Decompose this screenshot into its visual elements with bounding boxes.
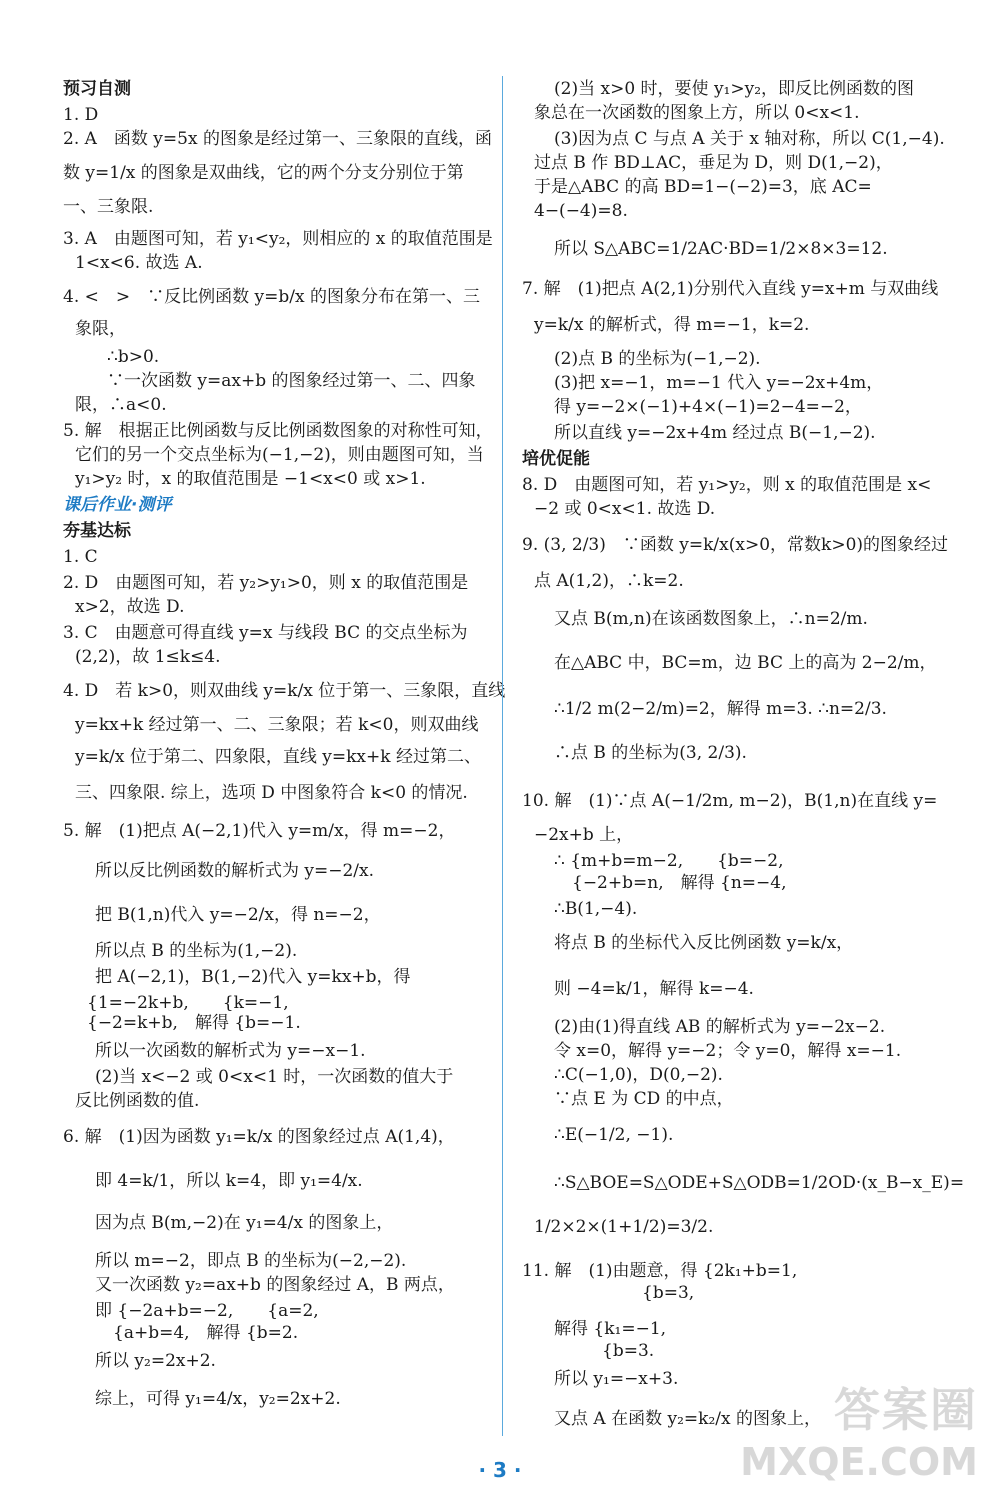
text-line: 即 4=k/1，所以 k=4，即 y₁=4/x. (95, 1171, 363, 1191)
watermark (740, 1374, 978, 1484)
text-line: −2 或 0<x<1. 故选 D. (534, 499, 716, 519)
text-line: 三、四象限. 综上，选项 D 中图象符合 k<0 的情况. (75, 783, 468, 803)
text-line: 8. D 由题图可知，若 y₁>y₂，则 x 的取值范围是 x< (522, 475, 932, 495)
text-line: (2)当 x>0 时，要使 y₁>y₂，即反比例函数的图 (554, 79, 915, 99)
text-line: y=k/x 的解析式，得 m=−1，k=2. (534, 315, 810, 335)
text-line: 3. A 由题图可知，若 y₁<y₂，则相应的 x 的取值范围是 (63, 229, 493, 249)
text-line: y=kx+k 经过第一、二、三象限；若 k<0，则双曲线 (75, 715, 479, 735)
text-line: {−2+b=n, 解得 {n=−4, (572, 873, 787, 893)
text-line: 1/2×2×(1+1/2)=3/2. (534, 1217, 714, 1237)
text-line: 5. 解 根据正比例函数与反比例函数图象的对称性可知， (63, 421, 493, 441)
text-line: ∴ {m+b=m−2, {b=−2, (554, 851, 784, 871)
text-line: 过点 B 作 BD⊥AC，垂足为 D，则 D(1,−2)， (534, 153, 893, 173)
text-line: 4−(−4)=8. (534, 201, 628, 221)
text-line: 象限， (75, 319, 126, 339)
text-line: 4. D 若 k>0，则双曲线 y=k/x 位于第一、三象限，直线 (63, 681, 506, 701)
text-line: 所以 y₁=−x+3. (554, 1369, 679, 1389)
text-line: ∴E(−1/2, −1). (554, 1125, 674, 1145)
text-line: 所以 S△ABC=1/2AC·BD=1/2×8×3=12. (554, 239, 888, 259)
text-line: ∴b>0. (107, 347, 160, 367)
text-line: 于是△ABC 的高 BD=1−(−2)=3，底 AC= (534, 177, 872, 197)
text-line: 2. A 函数 y=5x 的图象是经过第一、三象限的直线，函 (63, 129, 492, 149)
text-line: (2)由(1)得直线 AB 的解析式为 y=−2x−2. (554, 1017, 886, 1037)
text-line: 1<x<6. 故选 A. (75, 253, 203, 273)
text-line: 又点 B(m,n)在该函数图象上，∴n=2/m. (554, 609, 868, 629)
text-line: 所以 m=−2，即点 B 的坐标为(−2,−2). (95, 1251, 407, 1271)
text-line: −2x+b 上， (534, 825, 634, 845)
text-line: 将点 B 的坐标代入反比例函数 y=k/x， (554, 933, 854, 953)
text-line: 解得 {k₁=−1, (554, 1319, 667, 1339)
text-line: 即 {−2a+b=−2, {a=2, (95, 1301, 319, 1321)
text-line: ∴B(1,−4). (554, 899, 638, 919)
text-line: {a+b=4, 解得 {b=2. (113, 1323, 299, 1343)
text-line: 11. 解 (1)由题意，得 {2k₁+b=1, (522, 1261, 798, 1281)
text-line: 所以反比例函数的解析式为 y=−2/x. (95, 861, 375, 881)
section-heading: 预习自测 (63, 79, 131, 99)
text-line: 所以 y₂=2x+2. (95, 1351, 216, 1371)
text-line: (2)当 x<−2 或 0<x<1 时，一次函数的值大于 (95, 1067, 454, 1087)
text-line: 7. 解 (1)把点 A(2,1)分别代入直线 y=x+m 与双曲线 (522, 279, 939, 299)
text-line: 把 A(−2,1)，B(1,−2)代入 y=kx+b，得 (95, 967, 411, 987)
text-line: 一、三象限. (63, 197, 154, 217)
text-line: x>2，故选 D. (75, 597, 185, 617)
text-line: 所以点 B 的坐标为(1,−2). (95, 941, 298, 961)
text-line: (2)点 B 的坐标为(−1,−2). (554, 349, 761, 369)
text-line: 数 y=1/x 的图象是双曲线，它的两个分支分别位于第 (63, 163, 464, 183)
text-line: 象总在一次函数的图象上方，所以 0<x<1. (534, 103, 860, 123)
text-line: {1=−2k+b, {k=−1, (87, 993, 289, 1013)
text-line: 1. C (63, 547, 98, 567)
text-line: ∵一次函数 y=ax+b 的图象经过第一、二、四象 (107, 371, 476, 391)
text-line: 综上，可得 y₁=4/x，y₂=2x+2. (95, 1389, 341, 1409)
text-line: 在△ABC 中，BC=m，边 BC 上的高为 2−2/m， (554, 653, 937, 673)
column-divider (502, 76, 503, 1436)
text-line: ∵点 E 为 CD 的中点， (554, 1089, 734, 1109)
text-line: 因为点 B(m,−2)在 y₁=4/x 的图象上， (95, 1213, 394, 1233)
text-line: ∴C(−1,0)，D(0,−2). (554, 1065, 723, 1085)
text-line: 反比例函数的值. (75, 1091, 200, 1111)
text-line: y=k/x 位于第二、四象限，直线 y=kx+k 经过第二、 (75, 747, 481, 767)
text-line: 6. 解 (1)因为函数 y₁=k/x 的图象经过点 A(1,4)， (63, 1127, 455, 1147)
text-line: 5. 解 (1)把点 A(−2,1)代入 y=m/x，得 m=−2， (63, 821, 456, 841)
text-line: (3)因为点 C 与点 A 关于 x 轴对称，所以 C(1,−4). (554, 129, 945, 149)
text-line: {b=3, (642, 1283, 695, 1303)
text-line: 3. C 由题意可得直线 y=x 与线段 BC 的交点坐标为 (63, 623, 468, 643)
section-heading: 夯基达标 (63, 521, 131, 541)
text-line: 限，∴a<0. (75, 395, 167, 415)
text-line: 所以直线 y=−2x+4m 经过点 B(−1,−2). (554, 423, 876, 443)
text-line: ∴1/2 m(2−2/m)=2，解得 m=3. ∴n=2/3. (554, 699, 887, 719)
watermark-seal: 答案圈 (834, 1383, 978, 1437)
section-heading: 课后作业·测评 (63, 495, 172, 515)
text-line: 2. D 由题图可知，若 y₂>y₁>0，则 x 的取值范围是 (63, 573, 469, 593)
text-line: (3)把 x=−1，m=−1 代入 y=−2x+4m， (554, 373, 884, 393)
page-number: · 3 · (478, 1458, 522, 1482)
text-line: (2,2)，故 1≤k≤4. (75, 647, 221, 667)
text-line: ∴S△BOE=S△ODE+S△ODB=1/2OD·(x_B−x_E)= (554, 1173, 965, 1193)
text-line: 10. 解 (1)∵点 A(−1/2m, m−2)，B(1,n)在直线 y= (522, 791, 938, 811)
text-line: 1. D (63, 105, 99, 125)
text-line: y₁>y₂ 时，x 的取值范围是 −1<x<0 或 x>1. (75, 469, 426, 489)
text-line: 又一次函数 y₂=ax+b 的图象经过 A，B 两点， (95, 1275, 455, 1295)
text-line: {b=3. (602, 1341, 655, 1361)
watermark-url: MXQE.COM (740, 1440, 978, 1484)
text-line: 则 −4=k/1，解得 k=−4. (554, 979, 754, 999)
text-line: 把 B(1,n)代入 y=−2/x，得 n=−2， (95, 905, 381, 925)
text-line: {−2=k+b, 解得 {b=−1. (87, 1013, 301, 1033)
text-line: 所以一次函数的解析式为 y=−x−1. (95, 1041, 366, 1061)
section-heading: 培优促能 (522, 449, 590, 469)
text-line: ∴点 B 的坐标为(3, 2/3). (554, 743, 747, 763)
text-line: 9. (3, 2/3) ∵函数 y=k/x(x>0，常数k>0)的图象经过 (522, 535, 949, 555)
text-line: 4. < > ∵反比例函数 y=b/x 的图象分布在第一、三 (63, 287, 480, 307)
text-line: 它们的另一个交点坐标为(−1,−2)，则由题图可知，当 (75, 445, 484, 465)
text-line: 令 x=0，解得 y=−2；令 y=0，解得 x=−1. (554, 1041, 902, 1061)
text-line: 又点 A 在函数 y₂=k₂/x 的图象上， (554, 1409, 821, 1429)
text-line: 得 y=−2×(−1)+4×(−1)=2−4=−2， (554, 397, 862, 417)
text-line: 点 A(1,2)，∴k=2. (534, 571, 684, 591)
